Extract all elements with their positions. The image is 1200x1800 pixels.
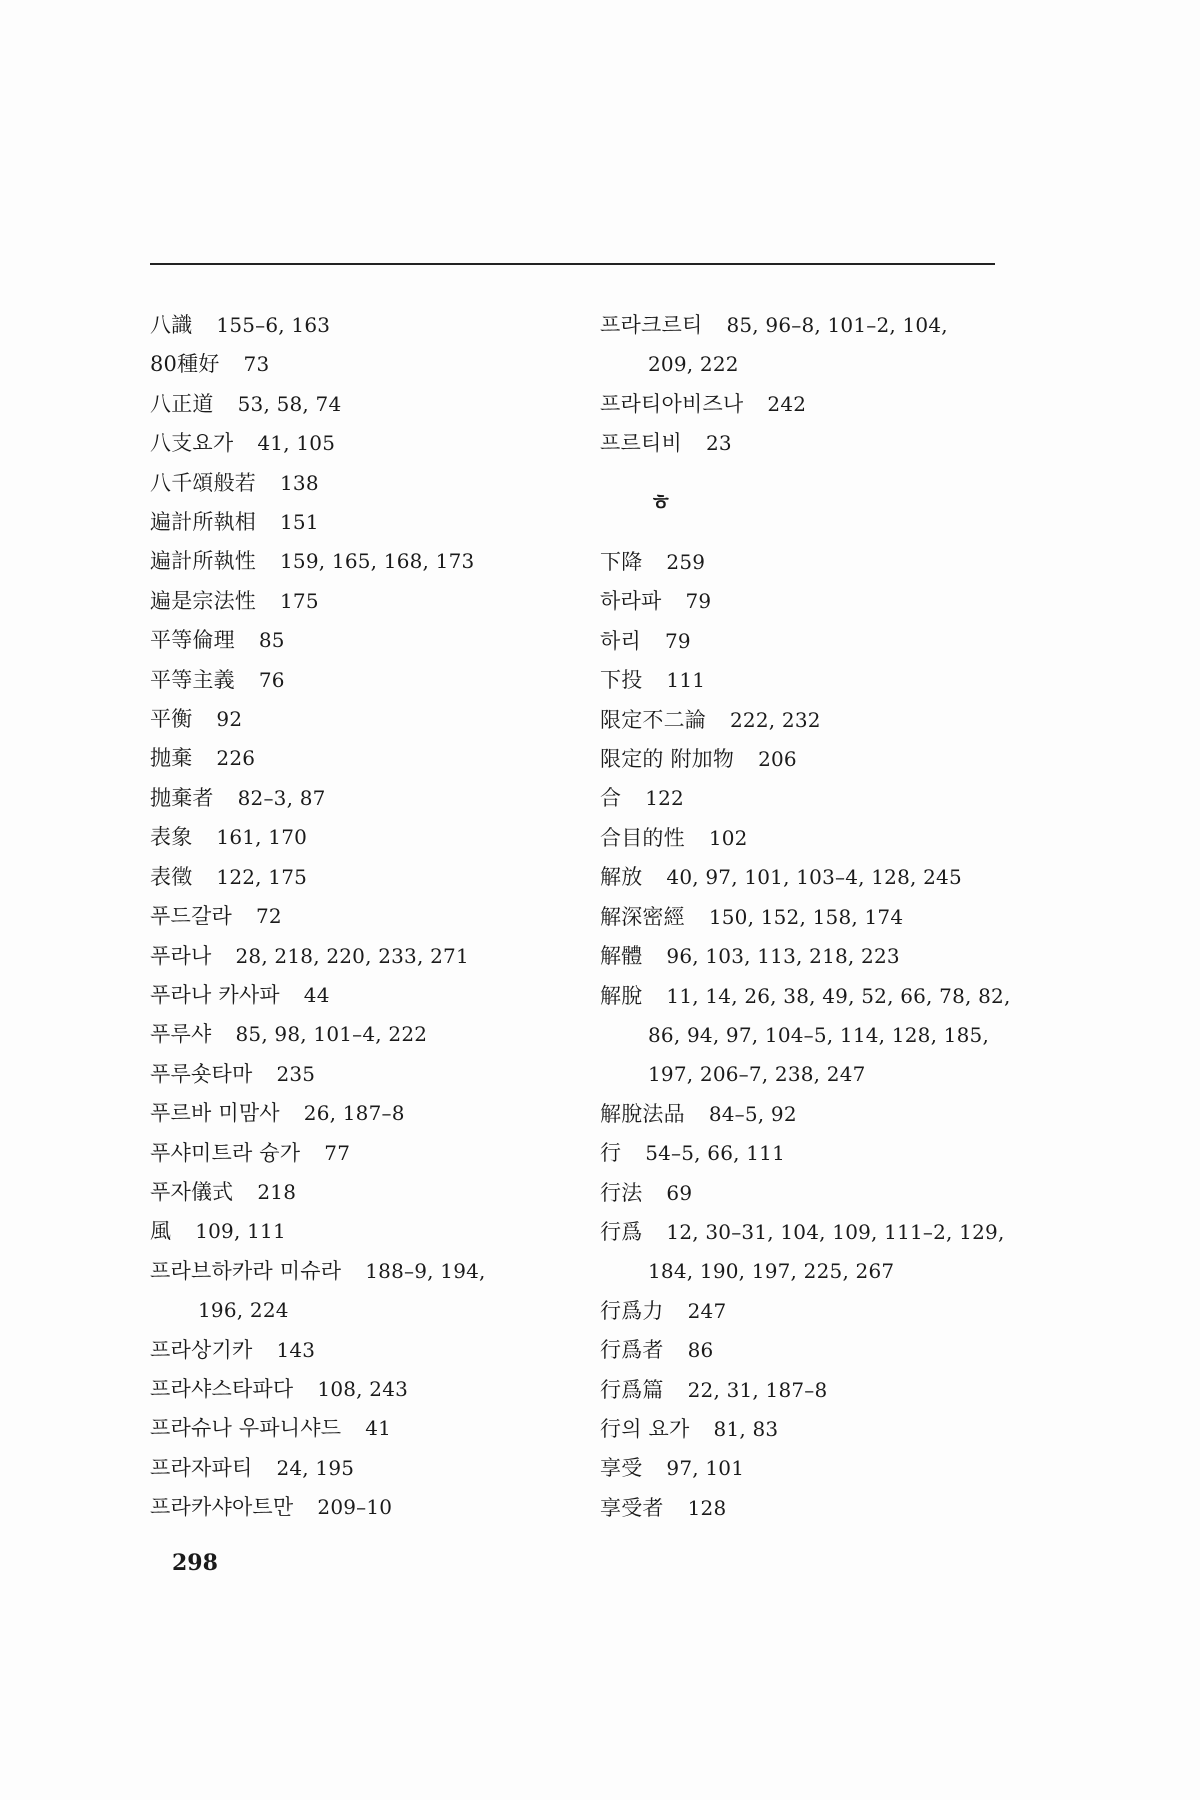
- entry-refs: 111: [666, 668, 706, 693]
- entry-refs: 11, 14, 26, 38, 49, 52, 66, 78, 82,: [666, 983, 1011, 1008]
- index-entry: [150, 1055, 590, 1094]
- entry-term: 表象: [150, 825, 193, 850]
- index-entry: [150, 897, 590, 936]
- entry-refs: 85: [258, 628, 285, 653]
- index-column-right: [600, 306, 1040, 1528]
- entry-refs: 79: [685, 589, 712, 614]
- entry-term: 프라슈나 우파니샤드: [150, 1416, 342, 1441]
- entry-term: 解放: [600, 865, 643, 890]
- index-entry: [600, 701, 1040, 740]
- entry-term: 푸샤미트라 슝가: [150, 1140, 301, 1165]
- entry-refs: 81, 83: [713, 1416, 779, 1441]
- entry-refs: 85, 98, 101–4, 222: [235, 1022, 428, 1047]
- index-entry: [600, 622, 1040, 661]
- entry-refs-continued: 196, 224: [198, 1298, 289, 1323]
- entry-term: 平等主義: [150, 667, 235, 692]
- entry-term: 享受者: [600, 1495, 664, 1520]
- entry-refs: 72: [255, 904, 282, 929]
- section-heading: ㅎ: [650, 489, 672, 516]
- entry-term: 平等倫理: [150, 628, 235, 653]
- entry-refs: 161, 170: [216, 825, 308, 850]
- index-entry: [150, 739, 590, 778]
- entry-refs: 44: [303, 982, 330, 1007]
- entry-refs: 247: [687, 1298, 727, 1323]
- entry-refs: 22, 31, 187–8: [687, 1377, 828, 1402]
- entry-term: 行爲者: [600, 1338, 664, 1363]
- entry-refs: 69: [666, 1180, 693, 1205]
- index-entry: [600, 385, 1040, 424]
- entry-term: 限定不二論: [600, 707, 706, 732]
- entry-term: 八千頌般若: [150, 470, 256, 495]
- entry-term: 下降: [600, 550, 643, 575]
- entry-term: 프라자파티: [150, 1455, 253, 1480]
- entry-term: 行爲篇: [600, 1377, 664, 1402]
- index-entry: [600, 1489, 1040, 1528]
- index-column-left: [150, 306, 590, 1528]
- entry-term: 푸루숏타마: [150, 1061, 253, 1086]
- index-entry: [150, 503, 590, 542]
- entry-refs: 218: [257, 1179, 297, 1204]
- index-entry: [600, 582, 1040, 621]
- entry-term: 푸자儀式: [150, 1179, 234, 1204]
- index-entry: [150, 464, 590, 503]
- entry-refs: 138: [280, 470, 319, 495]
- entry-term: 푸르바 미맘사: [150, 1101, 280, 1126]
- entry-refs: 41: [365, 1416, 392, 1441]
- entry-refs: 128: [687, 1495, 727, 1520]
- entry-refs-continued: 86, 94, 97, 104–5, 114, 128, 185,: [648, 1022, 990, 1047]
- entry-refs: 155–6, 163: [216, 313, 331, 337]
- index-entry: [600, 740, 1040, 779]
- index-entry: [600, 1134, 1040, 1173]
- index-entry: [150, 424, 590, 463]
- page-number: 298: [172, 1550, 218, 1576]
- index-entry: [150, 700, 590, 739]
- entry-term: 行: [600, 1141, 622, 1166]
- entry-refs: 97, 101: [666, 1456, 745, 1481]
- index-entry: [150, 661, 590, 700]
- entry-term: 享受: [600, 1456, 643, 1481]
- entry-term: 下投: [600, 668, 643, 693]
- entry-refs: 242: [767, 391, 807, 416]
- entry-refs: 86: [687, 1338, 714, 1363]
- entry-term: 行爲力: [600, 1298, 664, 1323]
- entry-term: 限定的 附加物: [600, 747, 735, 772]
- index-entry: [150, 542, 590, 581]
- entry-refs: 84–5, 92: [708, 1101, 797, 1126]
- entry-refs: 259: [666, 550, 706, 575]
- index-entry: [150, 345, 590, 384]
- entry-refs-continued: 209, 222: [648, 352, 739, 377]
- entry-refs: 54–5, 66, 111: [645, 1141, 786, 1166]
- entry-term: 表徵: [150, 864, 193, 889]
- entry-term: 하라파: [600, 589, 662, 614]
- entry-term: 平衡: [150, 707, 193, 732]
- entry-refs: 159, 165, 168, 173: [280, 549, 475, 574]
- entry-term: 프라크르티: [600, 313, 703, 337]
- entry-term: 프라티아비즈나: [600, 391, 744, 416]
- entry-term: 프라브하카라 미슈라: [150, 1258, 342, 1283]
- entry-term: 푸드갈라: [150, 904, 232, 929]
- entry-refs: 109, 111: [195, 1219, 286, 1244]
- index-entry: [150, 1488, 590, 1527]
- entry-refs: 102: [708, 825, 748, 850]
- index-entry: [150, 937, 590, 976]
- entry-refs: 122, 175: [216, 864, 308, 889]
- entry-term: 푸라나 카사파: [150, 982, 280, 1007]
- index-entry: [600, 977, 1040, 1095]
- entry-refs: 79: [664, 628, 691, 653]
- entry-term: 合: [600, 786, 622, 811]
- entry-term: 解體: [600, 944, 643, 969]
- entry-refs-continued: 184, 190, 197, 225, 267: [648, 1259, 895, 1284]
- index-entry: [150, 1370, 590, 1409]
- entry-refs: 23: [705, 431, 732, 456]
- entry-term: 프르티비: [600, 431, 682, 456]
- entry-refs: 151: [280, 510, 319, 535]
- index-entry: [600, 1095, 1040, 1134]
- entry-term: 解深密經: [600, 904, 685, 929]
- index-entry: [600, 819, 1040, 858]
- index-entry: [150, 1134, 590, 1173]
- entry-refs: 209–10: [317, 1495, 393, 1520]
- entry-refs: 175: [280, 588, 319, 613]
- index-entry: [600, 937, 1040, 976]
- entry-term: 프라카샤아트만: [150, 1495, 294, 1520]
- index-entry: [150, 1094, 590, 1133]
- index-entry: [150, 858, 590, 897]
- entry-refs: 73: [243, 352, 270, 377]
- index-entry: [600, 1292, 1040, 1331]
- entry-term: 하리: [600, 628, 641, 653]
- entry-refs: 82–3, 87: [237, 785, 326, 810]
- index-entry: [600, 858, 1040, 897]
- entry-refs: 76: [258, 667, 285, 692]
- index-entry: [600, 1331, 1040, 1370]
- entry-term: 푸라나: [150, 943, 212, 968]
- entry-term: 八支요가: [150, 431, 234, 456]
- entry-term: 80種好: [150, 352, 220, 377]
- entry-refs: 96, 103, 113, 218, 223: [666, 944, 900, 969]
- index-entry: [150, 818, 590, 857]
- entry-refs: 85, 96–8, 101–2, 104,: [726, 313, 948, 337]
- header-rule: [150, 263, 995, 265]
- entry-refs: 122: [645, 786, 684, 811]
- entry-refs: 92: [216, 707, 243, 732]
- entry-term: 八正道: [150, 391, 214, 416]
- index-entry: [600, 424, 1040, 463]
- entry-refs: 12, 30–31, 104, 109, 111–2, 129,: [666, 1219, 1005, 1244]
- entry-refs: 206: [758, 747, 797, 772]
- index-entry: [150, 976, 590, 1015]
- entry-term: 解脫: [600, 983, 643, 1008]
- entry-refs: 150, 152, 158, 174: [708, 904, 904, 929]
- entry-refs: 226: [216, 746, 256, 771]
- entry-refs-continued: 197, 206–7, 238, 247: [648, 1062, 866, 1087]
- entry-refs: 40, 97, 101, 103–4, 128, 245: [666, 865, 962, 890]
- entry-refs: 235: [276, 1061, 316, 1086]
- entry-term: 遍計所執性: [150, 549, 256, 574]
- index-entry: [600, 779, 1040, 818]
- index-entry: [600, 1410, 1040, 1449]
- entry-term: 遍是宗法性: [150, 588, 256, 613]
- entry-term: 프라상기카: [150, 1337, 253, 1362]
- entry-refs: 24, 195: [276, 1455, 355, 1480]
- entry-refs: 222, 232: [730, 707, 821, 732]
- entry-term: 八識: [150, 313, 193, 337]
- entry-term: 行의 요가: [600, 1416, 690, 1441]
- entry-refs: 77: [324, 1140, 351, 1165]
- index-entry: [600, 1371, 1040, 1410]
- entry-term: 抛棄: [150, 746, 193, 771]
- index-entry: [150, 1212, 590, 1251]
- index-entry: [150, 1252, 590, 1331]
- entry-refs: 53, 58, 74: [237, 391, 342, 416]
- index-entry: [150, 306, 590, 345]
- entry-refs: 28, 218, 220, 233, 271: [235, 943, 469, 968]
- index-entry: [150, 1173, 590, 1212]
- index-entry: [150, 779, 590, 818]
- entry-term: 風: [150, 1219, 172, 1244]
- entry-term: 解脫法品: [600, 1101, 685, 1126]
- index-entry: [150, 621, 590, 660]
- index-entry: [600, 1174, 1040, 1213]
- entry-refs: 143: [276, 1337, 316, 1362]
- entry-term: 푸루샤: [150, 1022, 212, 1047]
- index-entry: [150, 1015, 590, 1054]
- index-entry: [600, 1449, 1040, 1488]
- index-entry: [600, 543, 1040, 582]
- index-entry: [150, 582, 590, 621]
- entry-term: 合目的性: [600, 825, 685, 850]
- entry-refs: 188–9, 194,: [365, 1258, 486, 1283]
- index-entry: [150, 1331, 590, 1370]
- entry-refs: 41, 105: [257, 431, 336, 456]
- index-entry: [600, 306, 1040, 385]
- entry-term: 抛棄者: [150, 785, 214, 810]
- entry-term: 프라샤스타파다: [150, 1376, 294, 1401]
- entry-term: 遍計所執相: [150, 510, 256, 535]
- index-entry: [600, 661, 1040, 700]
- entry-term: 行爲: [600, 1219, 643, 1244]
- entry-refs: 26, 187–8: [303, 1101, 405, 1126]
- index-entry: [150, 1449, 590, 1488]
- index-entry: [150, 385, 590, 424]
- index-entry: [600, 1213, 1040, 1292]
- index-entry: [600, 898, 1040, 937]
- index-entry: [150, 1409, 590, 1448]
- entry-term: 行法: [600, 1180, 643, 1205]
- entry-refs: 108, 243: [317, 1376, 409, 1401]
